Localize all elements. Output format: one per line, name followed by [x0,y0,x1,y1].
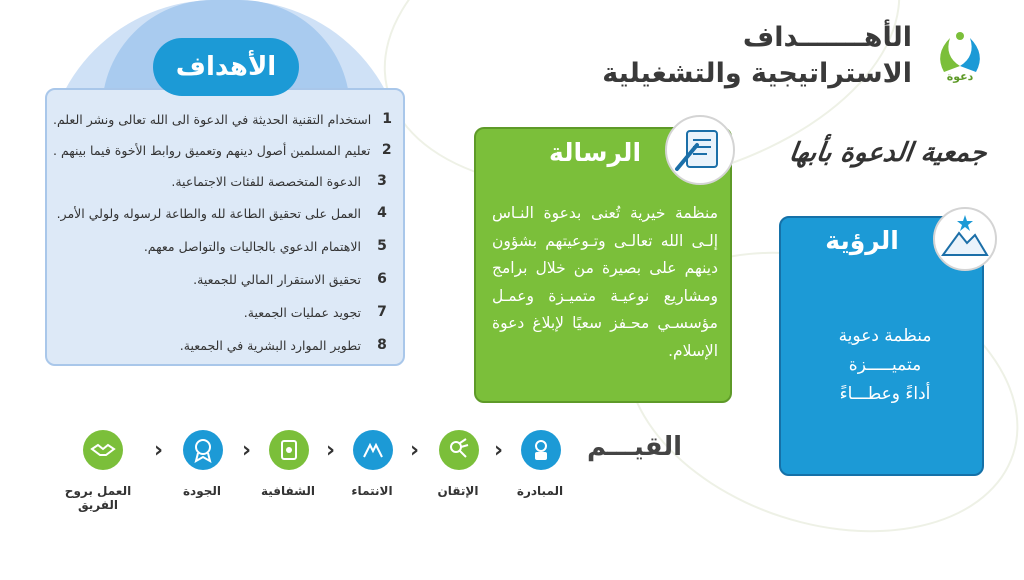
goal-number: 2 [381,142,392,158]
value-item [168,430,238,470]
joined-hands-icon [353,430,393,470]
page-title-line2: الاستراتيجية والتشغيلية [602,58,912,89]
mountain-star-icon [931,205,999,273]
goal-item [53,233,393,259]
ok-hand-icon [439,430,479,470]
goals-title: الأهداف [153,38,299,96]
goal-item [53,137,393,163]
value-label: العمل بروح الفريق [64,484,132,512]
goal-item [53,299,393,325]
value-label: الإتقان [437,484,479,498]
value-label: الجودة [182,484,222,498]
goal-item [53,266,393,292]
value-label: الشفافية [260,484,315,498]
goal-text: تطوير الموارد البشرية في الجمعية. [179,337,361,353]
vision-line: أداءً وعطـــاءً [839,384,931,404]
value-item [506,430,576,470]
page-title-line1: الأهـــــــداف [742,22,912,53]
chevron-left-icon: ‹ [494,438,504,463]
eye-document-icon [269,430,309,470]
goal-text: الاهتمام الدعوي بالجاليات والتواصل معهم. [143,238,361,254]
goal-number: 8 [377,337,387,353]
goal-item [53,332,393,358]
mission-text: منظمة خيرية تُعنى بدعوة النـاس إلـى الله تعالـى وتـوعيتهم بشؤون دينهم على بصيرة من خلال برامج ومشاريع نوعيـة متميـزة وعمـل مؤسسـي محـفز سعيًا لإبلاغ دعوة الإسلام. [492,204,718,360]
goal-item [53,200,393,226]
goal-item [53,168,393,194]
goal-number: 6 [377,271,387,287]
logo [930,26,990,88]
mission-title: الرسالة [548,138,642,167]
value-label: المبادرة [516,484,564,498]
association-calligraphy: جمعية الدعوة بأبها [787,138,989,168]
handshake-icon [83,430,123,470]
goal-number: 5 [377,238,387,254]
chevron-left-icon: ‹ [410,438,420,463]
goal-text: العمل على تحقيق الطاعة لله والطاعة لرسوله ولولي الأمر. [56,205,361,221]
goal-text: تحقيق الاستقرار المالي للجمعية. [193,271,361,287]
value-item [254,430,324,470]
chevron-left-icon: ‹ [326,438,336,463]
goal-text: تجويد عمليات الجمعية. [243,304,361,320]
goal-number: 3 [377,173,387,189]
goal-text: استخدام التقنية الحديثة في الدعوة الى الله تعالى ونشر العلم. [53,111,372,127]
vision-text [800,322,970,409]
vision-line: متميـــــزة [848,355,922,375]
goal-number: 1 [382,111,392,127]
goals-list-box [45,88,405,366]
goal-number: 7 [377,304,387,320]
goal-number: 4 [377,205,387,221]
scroll-pen-icon [663,113,737,187]
value-item [424,430,494,470]
vision-title: الرؤية [825,226,899,255]
value-item [68,430,138,470]
vision-line: منظمة دعوية [838,326,932,346]
chevron-left-icon: ‹ [242,438,252,463]
goal-text: الدعوة المتخصصة للفئات الاجتماعية. [171,173,361,189]
values-title: القيـــم [586,432,682,462]
value-item [338,430,408,470]
chevron-left-icon: ‹ [154,438,164,463]
initiative-icon [521,430,561,470]
goal-item [53,106,393,132]
goal-text: تعليم المسلمين أصول دينهم وتعميق روابط الأخوة فيما بينهم . [53,142,371,158]
value-label: الانتماء [351,484,393,498]
logo-text: دعوة [946,70,974,83]
quality-badge-icon [183,430,223,470]
